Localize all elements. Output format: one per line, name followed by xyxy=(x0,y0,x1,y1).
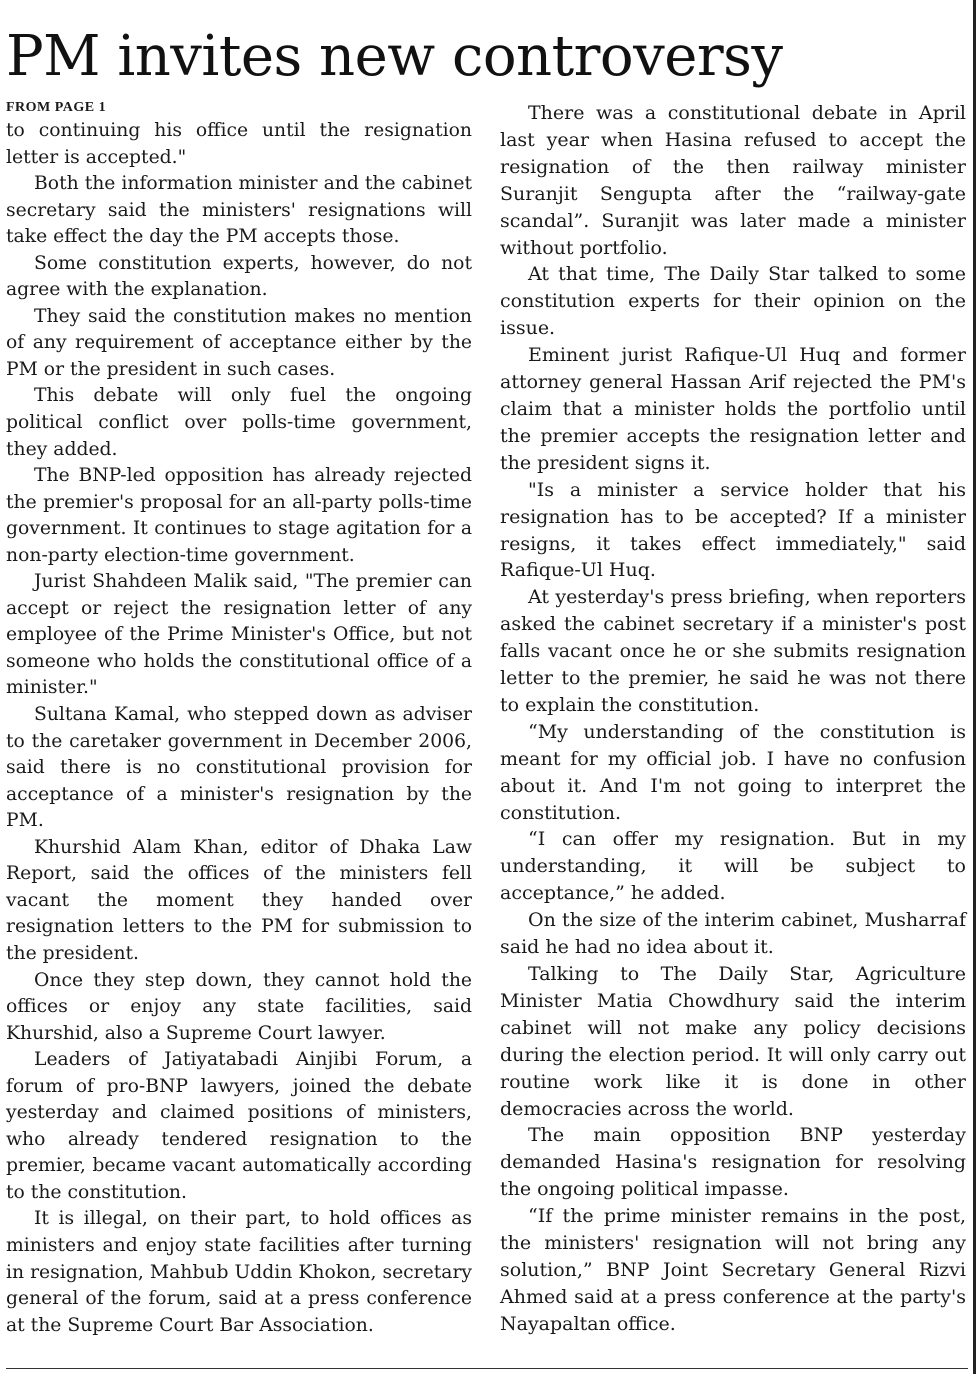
paragraph: Both the information minister and the cabinet secretary said the ministers' resignations will take effect the day the PM accepts those. xyxy=(6,173,472,248)
paragraph: “I can offer my resignation. But in my understanding, it will be subject to acceptance,” he added. xyxy=(500,828,966,905)
paragraph: "Is a minister a service holder that his resignation has to be accepted? If a minister resigns, it takes effect immediately," said Rafique-Ul Huq. xyxy=(500,478,966,582)
paragraph: The main opposition BNP yesterday demanded Hasina's resignation for resolving the ongoing political impasse. xyxy=(500,1124,966,1201)
paragraph: The BNP-led opposition has already rejected the premier's proposal for an all-party polls-time government. It continues to stage agitation for a non-party election-time government. xyxy=(6,465,472,566)
paragraph: Talking to The Daily Star, Agriculture Minister Matia Chowdhury said the interim cabinet will not make any policy decisions during the election period. It will only carry out routine work like it is done in other democracies across the world. xyxy=(500,963,966,1120)
paragraph: Once they step down, they cannot hold the offices or enjoy any state facilities, said Khurshid, also a Supreme Court lawyer. xyxy=(6,969,472,1044)
bottom-rule xyxy=(6,1368,968,1369)
paragraph: There was a constitutional debate in April last year when Hasina refused to accept the resignation of the then railway minister Suranjit Sengupta after the “railway-gate scandal”. Suranjit was later made a minister without portfolio. xyxy=(500,102,966,259)
left-column xyxy=(6,100,472,1339)
paragraph: This debate will only fuel the ongoing political conflict over polls-time government, they added. xyxy=(6,385,472,460)
paragraph: Some constitution experts, however, do not agree with the explanation. xyxy=(6,252,472,301)
paragraph: Sultana Kamal, who stepped down as adviser to the caretaker government in December 2006, said there is no constitutional provision for acceptance of a minister's resignation by the PM. xyxy=(6,704,472,832)
paragraph: “If the prime minister remains in the post, the ministers' resignation will not bring any solution,” BNP Joint Secretary General Rizvi Ahmed said at a press conference at the party's Nayapaltan office. xyxy=(500,1205,966,1335)
paragraph: At yesterday's press briefing, when reporters asked the cabinet secretary if a minister's post falls vacant once he or she submits resignation letter to the premier, he said he was not there to explain the constitution. xyxy=(500,586,966,716)
paragraph: “My understanding of the constitution is meant for my official job. I have no confusion about it. And I'm not going to interpret the constitution. xyxy=(500,720,966,824)
right-column xyxy=(500,100,966,1338)
paragraph: Eminent jurist Rafique-Ul Huq and former attorney general Hassan Arif rejected the PM's claim that a minister holds the portfolio until the premier accepts the resignation letter and the president signs it. xyxy=(500,344,966,474)
paragraph: to continuing his office until the resignation letter is accepted." xyxy=(6,120,472,168)
column-rule xyxy=(973,0,976,1374)
paragraph: Jurist Shahdeen Malik said, "The premier can accept or reject the resignation letter of any employee of the Prime Minister's Office, but not someone who holds the constitutional office of a minister." xyxy=(6,571,472,699)
continuation-kicker: FROM PAGE 1 xyxy=(6,100,107,115)
headline: PM invites new controversy xyxy=(6,24,783,89)
paragraph: Leaders of Jatiyatabadi Ainjibi Forum, a forum of pro-BNP lawyers, joined the debate yesterday and claimed positions of ministers, who already tendered resignation to the premier, became vacant automatically according to the constitution. xyxy=(6,1049,472,1203)
paragraph: At that time, The Daily Star talked to some constitution experts for their opinion on the issue. xyxy=(500,263,966,340)
paragraph: On the size of the interim cabinet, Musharraf said he had no idea about it. xyxy=(500,909,966,959)
paragraph: Khurshid Alam Khan, editor of Dhaka Law Report, said the offices of the ministers fell vacant the moment they handed over resignation letters to the PM for submission to the president. xyxy=(6,836,472,964)
paragraph: They said the constitution makes no mention of any requirement of acceptance either by the PM or the president in such cases. xyxy=(6,305,472,380)
paragraph: It is illegal, on their part, to hold offices as ministers and enjoy state facilities after turning in resignation, Mahbub Uddin Khokon, secretary general of the forum, said at a press conference at the Supreme Court Bar Association. xyxy=(6,1208,472,1336)
